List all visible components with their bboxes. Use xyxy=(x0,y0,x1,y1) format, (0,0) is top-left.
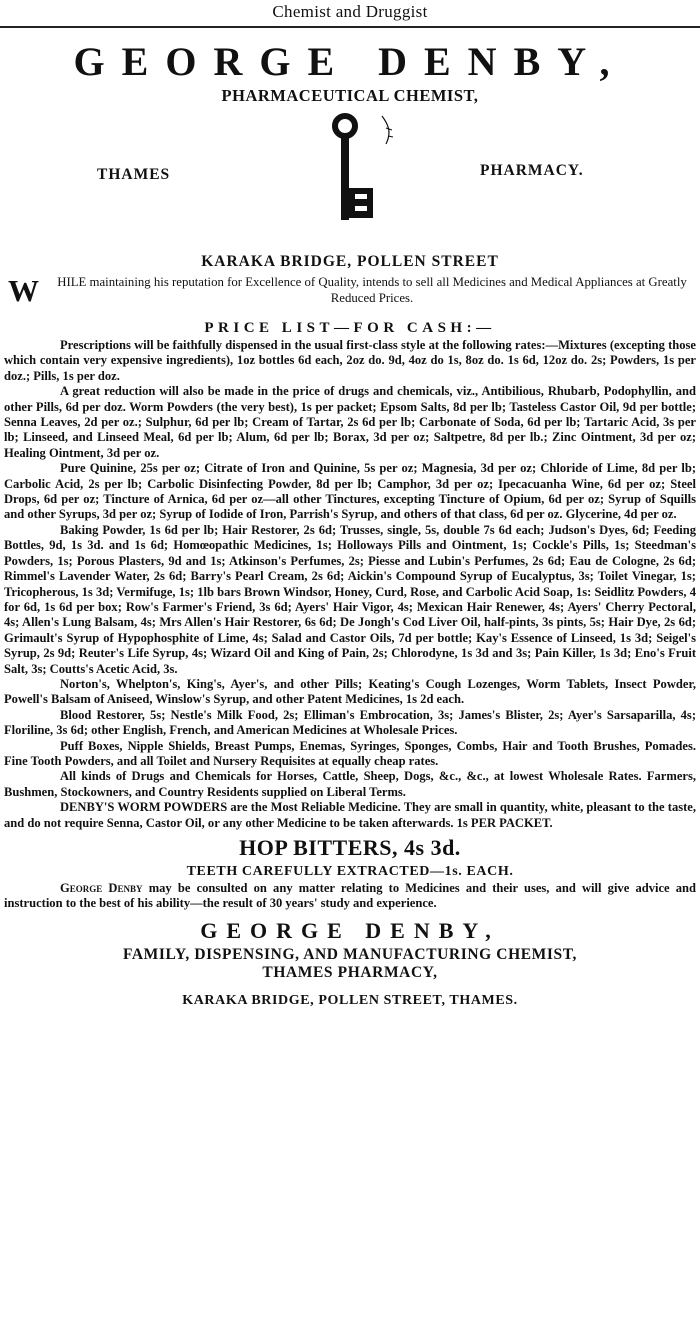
footer-line-2: THAMES PHARMACY, xyxy=(262,963,438,981)
masthead-row xyxy=(0,106,700,246)
footer-name: GEORGE DENBY, xyxy=(200,917,500,943)
page-header: Chemist and Druggist xyxy=(0,0,700,28)
drop-cap: W xyxy=(8,273,39,308)
price-list-heading: PRICE LIST—FOR CASH:— xyxy=(204,320,496,336)
paragraph-blood-restorer: Blood Restorer, 5s; Nestle's Milk Food, 2s; Elliman's Embrocation, 3s; James's Blister, 2s; Ayer's Sarsaparilla, 4s; Floriline, 3s 6d; other English, French, and American Medicines at Wholesale Prices. xyxy=(4,707,696,738)
masthead-right-word: PHARMACY. xyxy=(480,162,584,179)
paragraph-prescriptions: Prescriptions will be faithfully dispensed in the usual first-class style at the following rates:—Mixtures (excepting those which contain very expensive ingredients), 1oz bottles 6d each, 2oz do. 9d, 4oz do 1s, 8oz do. 1s 6d, 12oz do. 2s; Powders, 1s per doz.; Pills, 1s per doz. xyxy=(4,338,696,383)
intro-block xyxy=(4,274,696,312)
hop-bitters-line: HOP BITTERS, 4s 3d. xyxy=(239,835,461,860)
paragraph-quinine: Pure Quinine, 25s per oz; Citrate of Iron and Quinine, 5s per oz; Magnesia, 3d per oz; Chloride of Lime, 8d per lb; Carbolic Acid, 2s per lb; Carbolic Disinfecting Powder, 8d per lb; Camphor, 3d per oz; Ipecacuanha Wine, 6d per oz; Steel Drops, 6d per oz; Tincture of Arnica, 6d per oz—all other Tinctures, excepting Tincture of Opium, 6d per oz; Syrup of Squills and other Syrups, 3d per oz; Syrup of Iodide of Iron, Parrish's Syrup, and others of that class, 6d per oz. Glycerine, 4d per oz. xyxy=(4,461,696,522)
teeth-line: TEETH CAREFULLY EXTRACTED—1s. EACH. xyxy=(186,864,514,879)
paragraph-drugs: A great reduction will also be made in the price of drugs and chemicals, viz., Antibilious, Rhubarb, Podophyllin, and other Pills, 6d per doz. Worm Powders (the very best), 1s per packet; Epsom Salts, 8d per lb; Tasteless Castor Oil, 9d per bottle; Senna Leaves, 2d per oz.; Sulphur, 6d per lb; Cream of Tartar, 2s 6d per lb; Carbonate of Soda, 6d per lb; Tartaric Acid, 3s per lb; Linseed, and Linseed Meal, 6d per lb; Alum, 6d per lb; Borax, 3d per oz; Saltpetre, 8d per lb.; Zinc Ointment, 3d per oz; Healing Ointment, 3d per oz. xyxy=(4,384,696,460)
price-list-body xyxy=(4,338,696,831)
masthead-left-word: THAMES xyxy=(97,166,171,183)
paragraph-baking-powder: Baking Powder, 1s 6d per lb; Hair Restorer, 2s 6d; Trusses, single, 5s, double 7s 6d each; Judson's Dyes, 6d; Feeding Bottles, 9d, 1s 3d. and 1s 6d; Homœopathic Medicines, 1s; Holloways Pills and Ointment, 1s; Cockle's Pills, 1s; Steedman's Powders, 1s; Porous Plasters, 9d and 1s; Atkinson's Perfumes, 2s; Piesse and Lubin's Perfumes, 2s 6d; Eau de Cologne, 2s 6d; Rimmel's Lavender Water, 2s 6d; Barry's Pearl Cream, 2s 6d; Aickin's Compound Syrup of Eucalyptus, 3s; Toilet Vinegar, 1s; Tricopherous, 1s 3d; Vermifuge, 1s; 1lb bars Brown Windsor, Honey, Curd, Rose, and Carbolic Acid Soap, 1s: Seidlitz Powders, 4 for 6d, 1s 6d per box; Row's Farmer's Friend, 3s 6d; Ayers' Hair Vigor, 4s; Mexican Hair Renewer, 4s; Ayers' Cherry Pectoral, 4s; Allen's Lung Balsam, 4s; Mrs Allen's Hair Restorer, 6s 6d; De Jongh's Cod Liver Oil, half-pints, 3s pints, 5s; Hair Dye, 2s 6d; Grimault's Syrup of Hypophosphite of Lime, 4s; Salad and Castor Oils, 7d per bottle; Kay's Essence of Linseed, 1s 3d; Seigel's Syrup, 2s 9d; Reuter's Life Syrup, 4s; Wizard Oil and King of Pain, 2s; Chlorodyne, 1s 3d and 3s; Pain Killer, 1s 3d; Eno's Fruit Salt, 3s; Coutts's Acetic Acid, 3s. xyxy=(4,522,696,676)
business-subtitle: PHARMACEUTICAL CHEMIST, xyxy=(221,86,479,105)
intro-text: HILE maintaining his reputation for Excellence of Quality, intends to sell all Medicines and Medical Appliances at Greatly Reduced Prices. xyxy=(57,275,687,305)
paragraph-worm-powders: DENBY'S WORM POWDERS are the Most Reliable Medicine. They are small in quantity, white, pleasant to the taste, and do not require Senna, Castor Oil, or any other Medicine to be taken afterwards. 1s PER PACKET. xyxy=(4,800,696,830)
footer-line-1: FAMILY, DISPENSING, AND MANUFACTURING CHEMIST, xyxy=(122,945,578,963)
consult-block xyxy=(4,881,696,912)
business-name: GEORGE DENBY, xyxy=(73,39,627,84)
consult-text: may be consulted on any matter relating to Medicines and their uses, and will give advice and instruction to the best of his ability—the result of 30 years' study and experience. xyxy=(4,881,696,911)
key-icon xyxy=(322,110,412,238)
paragraph-animals: All kinds of Drugs and Chemicals for Horses, Cattle, Sheep, Dogs, &c., &c., at lowest Wholesale Rates. Farmers, Bushmen, Stockowners, and Country Residents supplied on Liberal Terms. xyxy=(4,769,696,799)
address-line: KARAKA BRIDGE, POLLEN STREET xyxy=(201,253,499,270)
footer-line-3: KARAKA BRIDGE, POLLEN STREET, THAMES. xyxy=(182,992,518,1008)
paragraph-toilet: Puff Boxes, Nipple Shields, Breast Pumps, Enemas, Syringes, Sponges, Combs, Hair and Tooth Brushes, Pomades. Fine Tooth Powders, and all Toilet and Nursery Requisites at equally cheap rates. xyxy=(4,738,696,768)
paragraph-pills: Norton's, Whelpton's, King's, Ayer's, and other Pills; Keating's Cough Lozenges, Worm Tablets, Insect Powder, Powell's Balsam of Aniseed, Winslow's Syrup, and other Patent Medicines, 1s 2d each. xyxy=(4,676,696,707)
consult-name: George Denby xyxy=(60,881,143,895)
